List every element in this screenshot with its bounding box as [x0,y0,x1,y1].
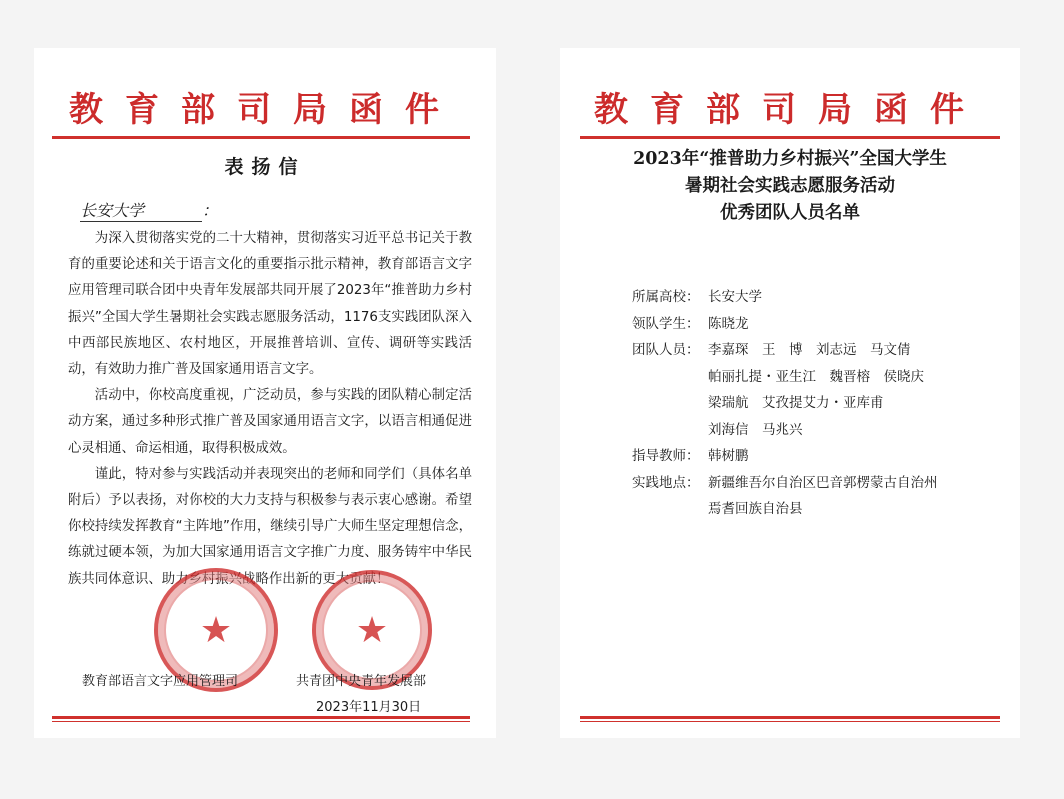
letter-title: 表扬信 [224,156,306,178]
right-footer-rule-thin [580,721,1000,722]
left-header: 教育部司局函件 [69,90,461,130]
teacher-row [632,443,992,470]
list-title-line-1: 2023年“推普助力乡村振兴”全国大学生 [633,149,947,169]
leader-row [632,311,992,338]
list-title-line-2: 暑期社会实践志愿服务活动 [685,176,895,196]
paragraph-1: 为深入贯彻落实党的二十大精神，贯彻落实习近平总书记关于教育的重要论述和关于语言文化的重要指示批示精神，教育部语言文字应用管理司联合团中央青年发展部共同开展了2023年“推普助力乡村振兴”全国大学生暑期社会实践志愿服务活动，1176支实践团队深入中西部民族地区、农村地区，开展推普培训、宣传、调研等实践活动，有效助力推广普及国家通用语言文字。 [68,231,472,378]
left-header-rule [52,136,470,139]
left-footer-rule-thin [52,721,470,722]
paragraph-2: 活动中，你校高度重视，广泛动员，参与实践的团队精心制定活动方案，通过多种形式推广普及国家通用语言文字，以语言相通促进心灵相通、命运相通，取得积极成效。 [68,388,472,456]
letter-date: 2023年11月30日 [316,700,422,715]
location-line-1: 新疆维吾尔自治区巴音郭楞蒙古自治州 [708,474,938,491]
members-line-2: 帕丽扎提・亚生江 魏晋榕 侯晓庆 [708,368,924,385]
school-label: 所属高校： [632,289,700,305]
right-header: 教育部司局函件 [594,90,986,130]
right-page [560,48,1020,738]
school-value: 长安大学 [708,289,762,305]
members-line-4: 刘海信 马兆兴 [708,421,803,438]
member-list [632,284,992,523]
star-icon: ★ [312,570,432,690]
location-row [632,470,992,497]
members-line-1: 李嘉琛 王 博 刘志远 马文倩 [708,342,911,358]
recipient-line [80,198,218,222]
letter-body [68,226,472,593]
members-line-3: 梁瑞航 艾孜提艾力・亚库甫 [708,395,884,411]
signer-2: 共青团中央青年发展部 [296,674,427,689]
leader-value: 陈晓龙 [708,315,749,332]
right-header-rule [580,136,1000,139]
paragraph-3: 谨此，特对参与实践活动并表现突出的老师和同学们（具体名单附后）予以表扬，对你校的大力支持与积极参与表示衷心感谢。希望你校持续发挥教育“主阵地”作用，继续引导广大师生坚定理想信念，练就过硬本领，为加大国家通用语言文字推广力度、服务铸牢中华民族共同体意识、助力乡村振兴战略作出新的更大贡献！ [68,466,472,587]
location-line-2: 焉耆回族自治县 [708,501,803,517]
left-page [34,48,496,738]
list-title-line-3: 优秀团队人员名单 [720,203,860,223]
members-row [632,337,992,364]
leader-label: 领队学生： [632,315,700,332]
recipient-colon: ： [202,201,219,220]
members-label: 团队人员： [632,342,700,358]
seal-icon: ★ [154,568,278,692]
list-title [560,146,1020,227]
teacher-value: 韩树鹏 [708,448,749,464]
right-footer-rule [580,716,1000,719]
left-footer-rule [52,716,470,719]
location-label: 实践地点： [632,474,700,491]
teacher-label: 指导教师： [632,448,700,464]
recipient-name: 长安大学 [80,198,202,222]
school-row [632,284,992,311]
signer-1: 教育部语言文字应用管理司 [82,674,239,689]
